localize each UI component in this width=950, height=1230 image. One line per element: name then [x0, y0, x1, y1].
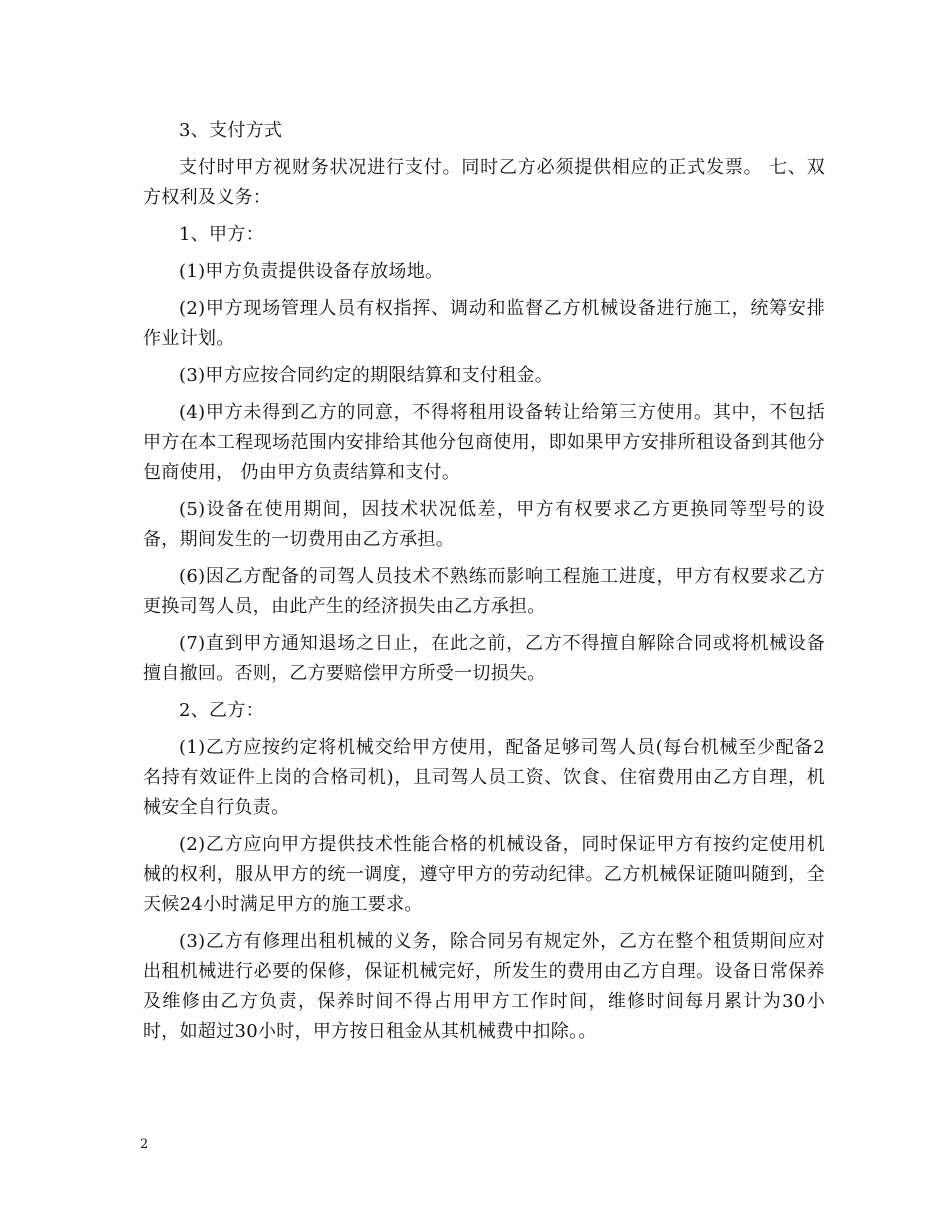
paragraph-party-b-clause-1: (1)乙方应按约定将机械交给甲方使用，配备足够司驾人员(每台机械至少配备2名持有效证件上岗的合格司机)，且司驾人员工资、饮食、住宿费用由乙方自理，机械安全自行负责。 [143, 737, 825, 818]
paragraph-party-a-clause-6: (6)因乙方配备的司驾人员技术不熟练而影响工程施工进度，甲方有权要求乙方更换司驾人员，由此产生的经济损失由乙方承担。 [143, 566, 825, 617]
paragraph-party-a-clause-4: (4)甲方未得到乙方的同意，不得将租用设备转让给第三方使用。其中，不包括甲方在本工程现场范围内安排给其他分包商使用，即如果甲方安排所租设备到其他分包商使用， 仍由甲方负责结算和支付。 [143, 402, 825, 483]
page-number: 2 [140, 1137, 149, 1152]
paragraph-party-b-heading: 2、乙方： [179, 700, 264, 721]
paragraph-party-a-heading: 1、甲方： [179, 224, 264, 245]
paragraph-party-a-clause-1: (1)甲方负责提供设备存放场地。 [179, 261, 444, 282]
paragraph-party-a-clause-7: (7)直到甲方通知退场之日止，在此之前，乙方不得擅自解除合同或将机械设备擅自撤回。否则，乙方要赔偿甲方所受一切损失。 [143, 633, 825, 684]
paragraph-party-a-clause-5: (5)设备在使用期间，因技术状况低差，甲方有权要求乙方更换同等型号的设备，期间发生的一切费用由乙方承担。 [143, 499, 825, 550]
paragraph-party-a-clause-2: (2)甲方现场管理人员有权指挥、调动和监督乙方机械设备进行施工，统筹安排作业计划。 [143, 298, 825, 349]
paragraph-party-b-clause-2: (2)乙方应向甲方提供技术性能合格的机械设备，同时保证甲方有按约定使用机械的权利，服从甲方的统一调度，遵守甲方的劳动纪律。乙方机械保证随叫随到，全天候24小时满足甲方的施工要求。 [143, 834, 825, 915]
paragraph-party-b-clause-3: (3)乙方有修理出租机械的义务，除合同另有规定外，乙方在整个租赁期间应对出租机械进行必要的保修，保证机械完好，所发生的费用由乙方自理。设备日常保养及维修由乙方负责，保养时间不得占用甲方工作时间，维修时间每月累计为30小时，如超过30小时，甲方按日租金从其机械费中扣除。。 [143, 931, 825, 1042]
document-body [143, 116, 825, 1054]
paragraph-payment-method-heading: 3、支付方式 [179, 120, 283, 141]
paragraph-party-a-clause-3: (3)甲方应按合同约定的期限结算和支付租金。 [179, 365, 554, 386]
paragraph-payment-terms: 支付时甲方视财务状况进行支付。同时乙方必须提供相应的正式发票。 七、双方权利及义务： [143, 157, 825, 208]
